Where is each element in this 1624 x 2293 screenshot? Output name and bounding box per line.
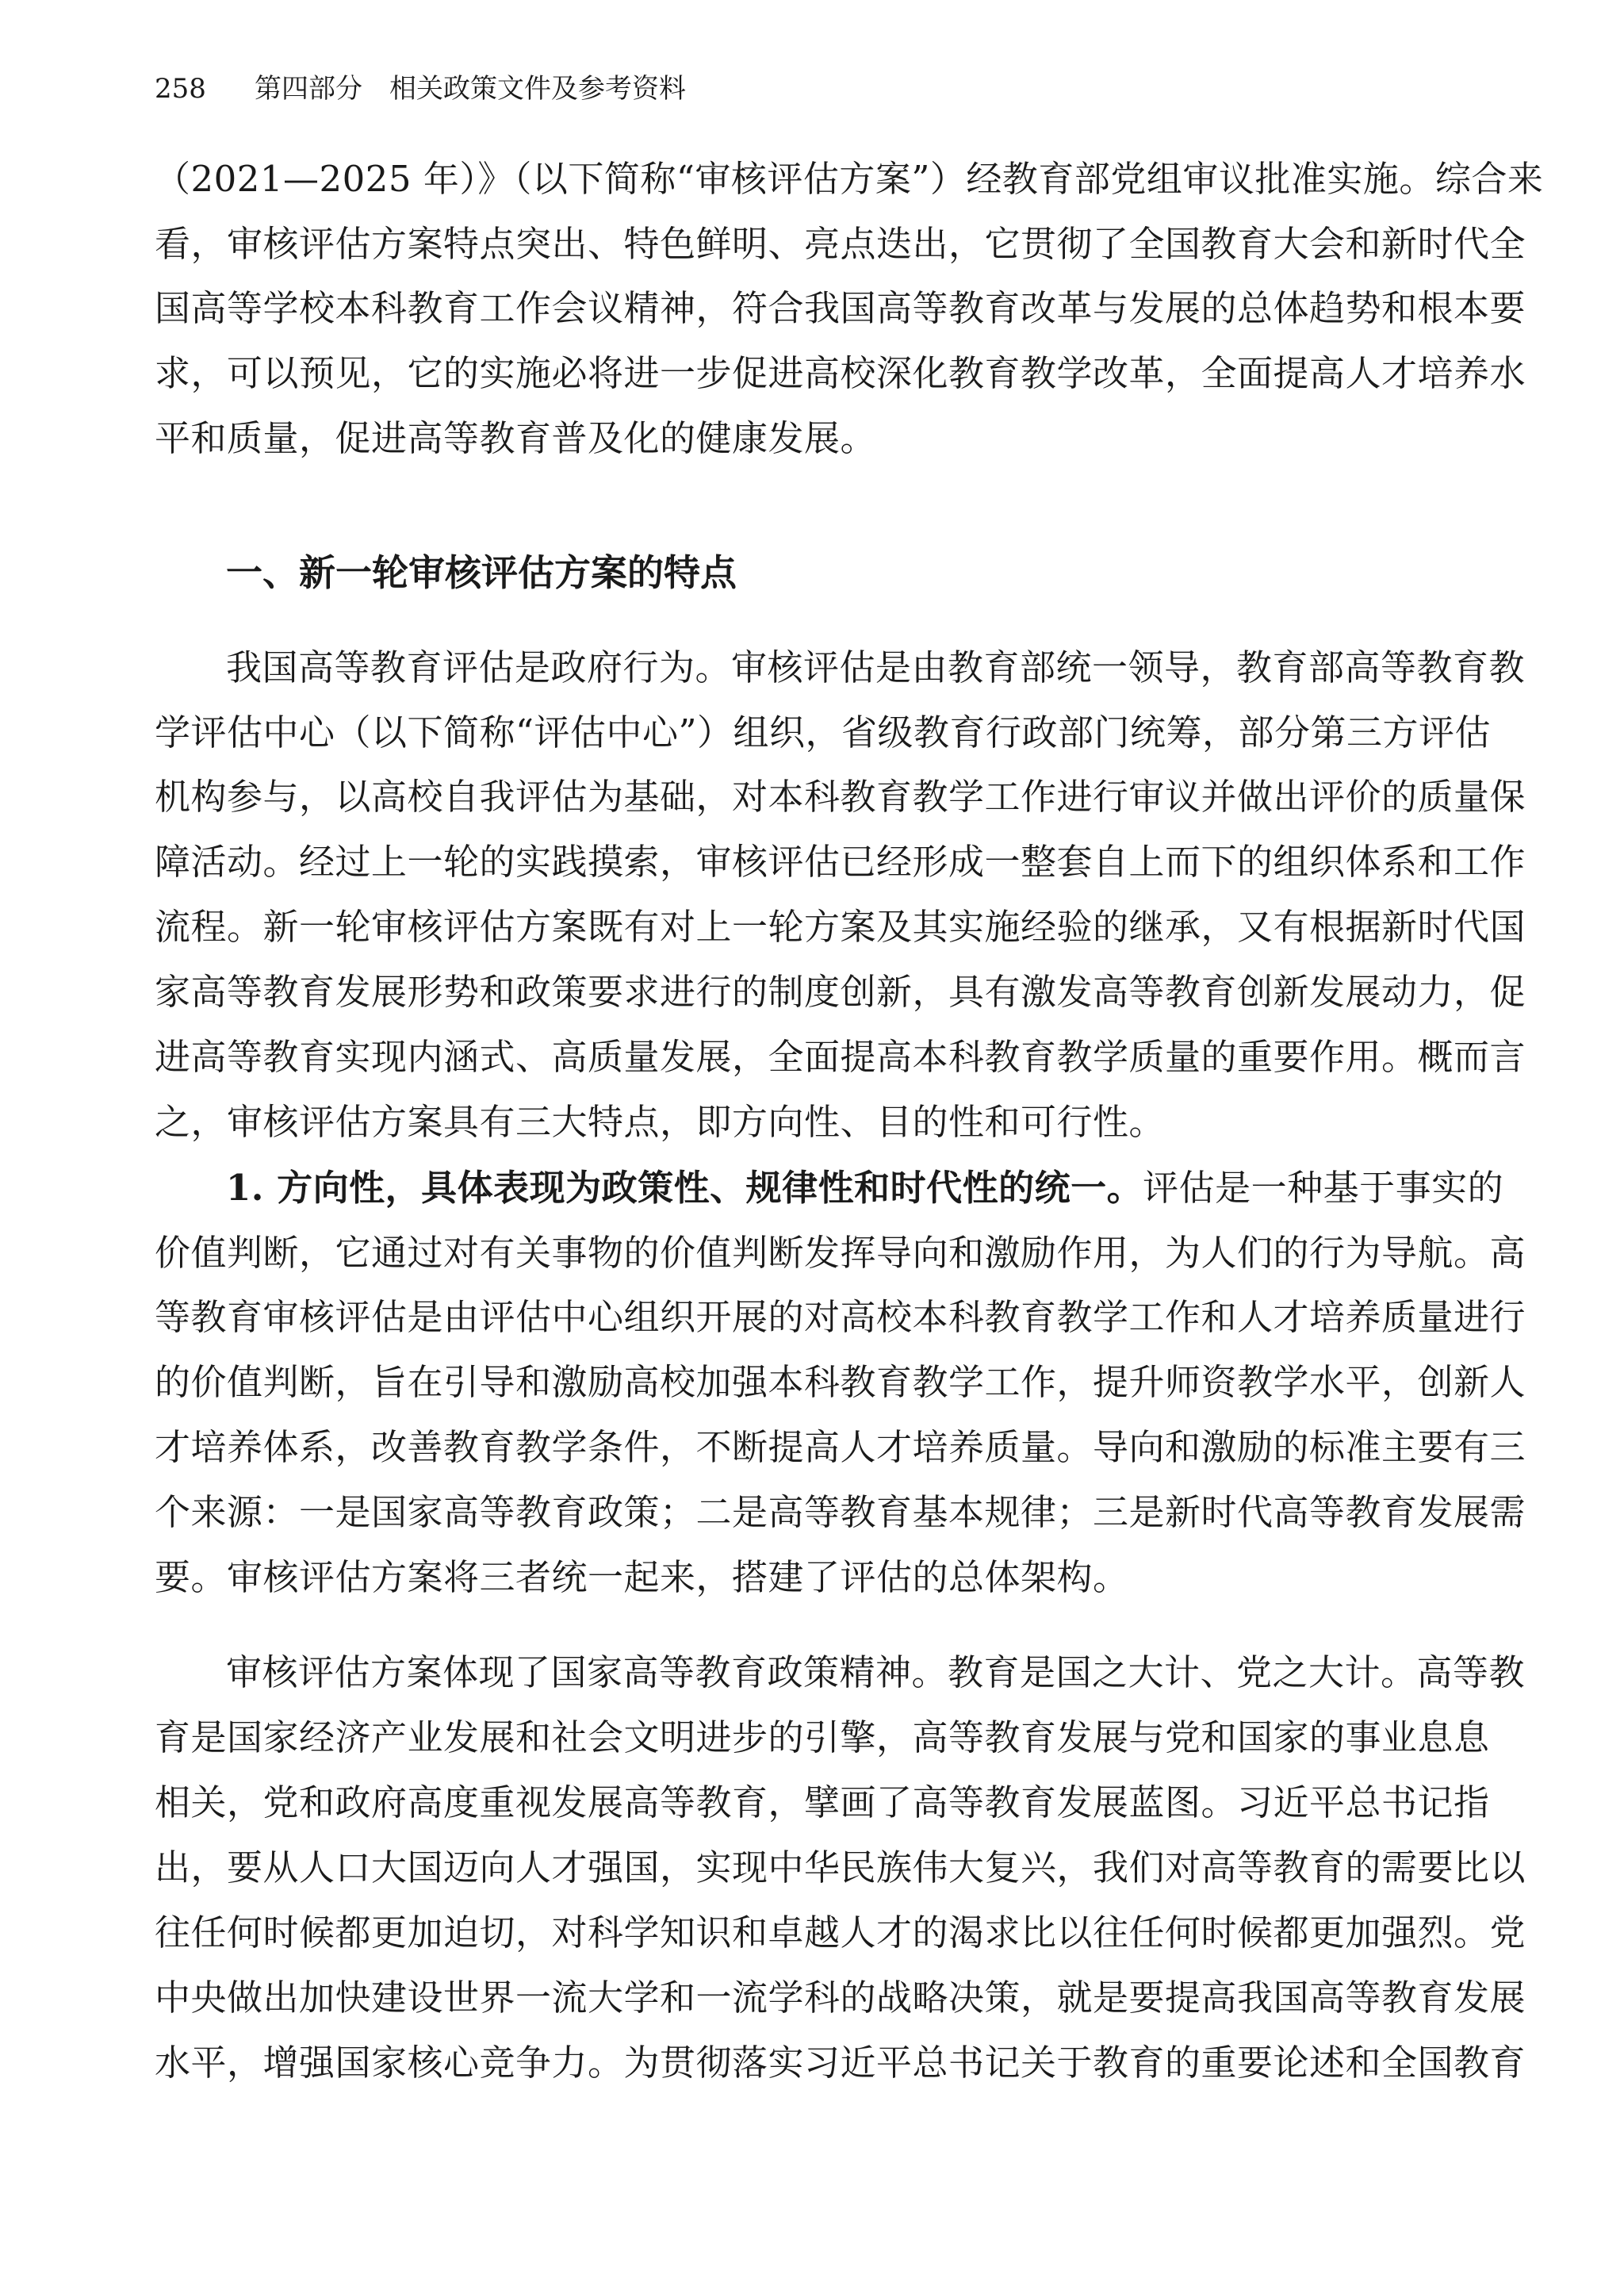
section-title: 第四部分 相关政策文件及参考资料 (255, 73, 686, 105)
text-line: 出，要从人口大国迈向人才强国，实现中华民族伟大复兴，我们对高等教育的需要比以 (155, 1846, 1526, 1888)
text-line: 家高等教育发展形势和政策要求进行的制度创新，具有激发高等教育创新发展动力，促 (155, 971, 1526, 1013)
text-line: 的价值判断，旨在引导和激励高校加强本科教育教学工作，提升师资教学水平，创新人 (155, 1361, 1526, 1403)
first-line-rest: 评估是一种基于事实的 (1143, 1167, 1504, 1209)
running-head (155, 70, 686, 108)
text-line: 中央做出加快建设世界一流大学和一流学科的战略决策，就是要提高我国高等教育发展 (155, 1977, 1526, 2019)
text-line: 求，可以预见，它的实施必将进一步促进高校深化教育教学改革，全面提高人才培养水 (155, 352, 1526, 394)
text-line: 要。审核评估方案将三者统一起来，搭建了评估的总体架构。 (155, 1556, 1129, 1598)
text-line: 往任何时候都更加迫切，对科学知识和卓越人才的渴求比以往任何时候都更加强烈。党 (155, 1911, 1526, 1954)
text-line: 机构参与，以高校自我评估为基础，对本科教育教学工作进行审议并做出评价的质量保 (155, 776, 1526, 818)
section-heading: 一、新一轮审核评估方案的特点 (226, 551, 737, 594)
text-line: 进高等教育实现内涵式、高质量发展，全面提高本科教育教学质量的重要作用。概而言 (155, 1036, 1526, 1078)
text-line: 价值判断，它通过对有关事物的价值判断发挥导向和激励作用，为人们的行为导航。高 (155, 1232, 1526, 1274)
text-line: 育是国家经济产业发展和社会文明进步的引擎，高等教育发展与党和国家的事业息息 (155, 1716, 1490, 1758)
text-line: 之，审核评估方案具有三大特点，即方向性、目的性和可行性。 (155, 1101, 1166, 1143)
text-line: 我国高等教育评估是政府行为。审核评估是由教育部统一领导，教育部高等教育教 (226, 646, 1526, 688)
text-line: 才培养体系，改善教育教学条件，不断提高人才培养质量。导向和激励的标准主要有三 (155, 1426, 1526, 1468)
text-line: 相关，党和政府高度重视发展高等教育，擘画了高等教育发展蓝图。习近平总书记指 (155, 1781, 1490, 1823)
text-line: 审核评估方案体现了国家高等教育政策精神。教育是国之大计、党之大计。高等教 (226, 1651, 1526, 1693)
page-number: 258 (155, 73, 206, 105)
bold-lead: 1. 方向性，具体表现为政策性、规律性和时代性的统一。 (226, 1167, 1143, 1209)
text-line: 障活动。经过上一轮的实践摸索，审核评估已经形成一整套自上而下的组织体系和工作 (155, 841, 1526, 883)
text-line: 水平，增强国家核心竞争力。为贯彻落实习近平总书记关于教育的重要论述和全国教育 (155, 2042, 1526, 2084)
text-line: 等教育审核评估是由评估中心组织开展的对高校本科教育教学工作和人才培养质量进行 (155, 1296, 1526, 1338)
text-line: （2021—2025 年）》（以下简称“审核评估方案”）经教育部党组审议批准实施。综合来 (155, 158, 1544, 200)
text-line: 国高等学校本科教育工作会议精神，符合我国高等教育改革与发展的总体趋势和根本要 (155, 287, 1526, 329)
text-line: 个来源：一是国家高等教育政策；二是高等教育基本规律；三是新时代高等教育发展需 (155, 1491, 1526, 1533)
text-line: 流程。新一轮审核评估方案既有对上一轮方案及其实施经验的继承，又有根据新时代国 (155, 906, 1526, 948)
text-line (226, 1164, 1504, 1212)
text-line: 看，审核评估方案特点突出、特色鲜明、亮点迭出，它贯彻了全国教育大会和新时代全 (155, 223, 1526, 265)
text-line: 平和质量，促进高等教育普及化的健康发展。 (155, 417, 877, 459)
text-line: 学评估中心（以下简称“评估中心”）组织，省级教育行政部门统筹，部分第三方评估 (155, 711, 1492, 753)
